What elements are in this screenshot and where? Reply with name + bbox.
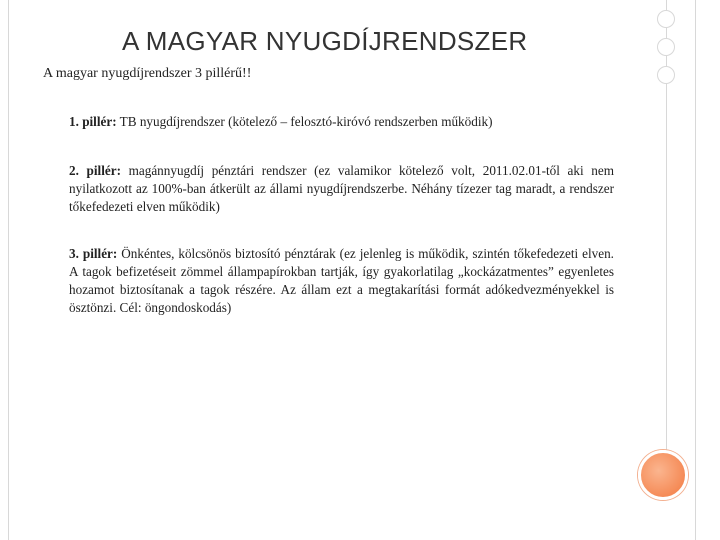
pillar-2-label: 2. pillér:: [69, 163, 121, 178]
decorative-circle: [657, 66, 675, 84]
pillar-1-text: TB nyugdíjrendszer (kötelező – felosztó-kiróvó rendszerben működik): [116, 114, 493, 129]
pillar-3-text: Önkéntes, kölcsönös biztosító pénztárak (ez jelenleg is működik, szintén tőkefedezeti elven. A tagok befizetéseit zömmel állampapírokban tartják, így gyakorlatilag „kockázatmentes” egyenletes hozamot biztosítanak a tagok részére. Az állam ezt a megtakarítási formát adókedvezményekkel is ösztönzi. Cél: öngondoskodás): [69, 246, 614, 315]
intro-text: A magyar nyugdíjrendszer 3 pillérű!!: [43, 66, 252, 81]
slide-title: A MAGYAR NYUGDÍJRENDSZER: [122, 26, 528, 56]
pillar-1: [69, 113, 614, 131]
pillar-3-label: 3. pillér:: [69, 246, 118, 261]
pillar-2: [69, 162, 614, 216]
decorative-orange-circle: [638, 450, 688, 500]
decorative-circle: [657, 38, 675, 56]
decorative-circle: [657, 10, 675, 28]
pillar-1-label: 1. pillér:: [69, 114, 117, 129]
pillar-3: [69, 245, 614, 317]
pillar-2-text: magánnyugdíj pénztári rendszer (ez valamikor kötelező volt, 2011.02.01-től aki nem nyilatkozott az 100%-ban átkerült az állami nyugdíjrendszerbe. Néhány tízezer tag maradt, a rendszer tőkefedezeti elven működik): [69, 163, 614, 214]
